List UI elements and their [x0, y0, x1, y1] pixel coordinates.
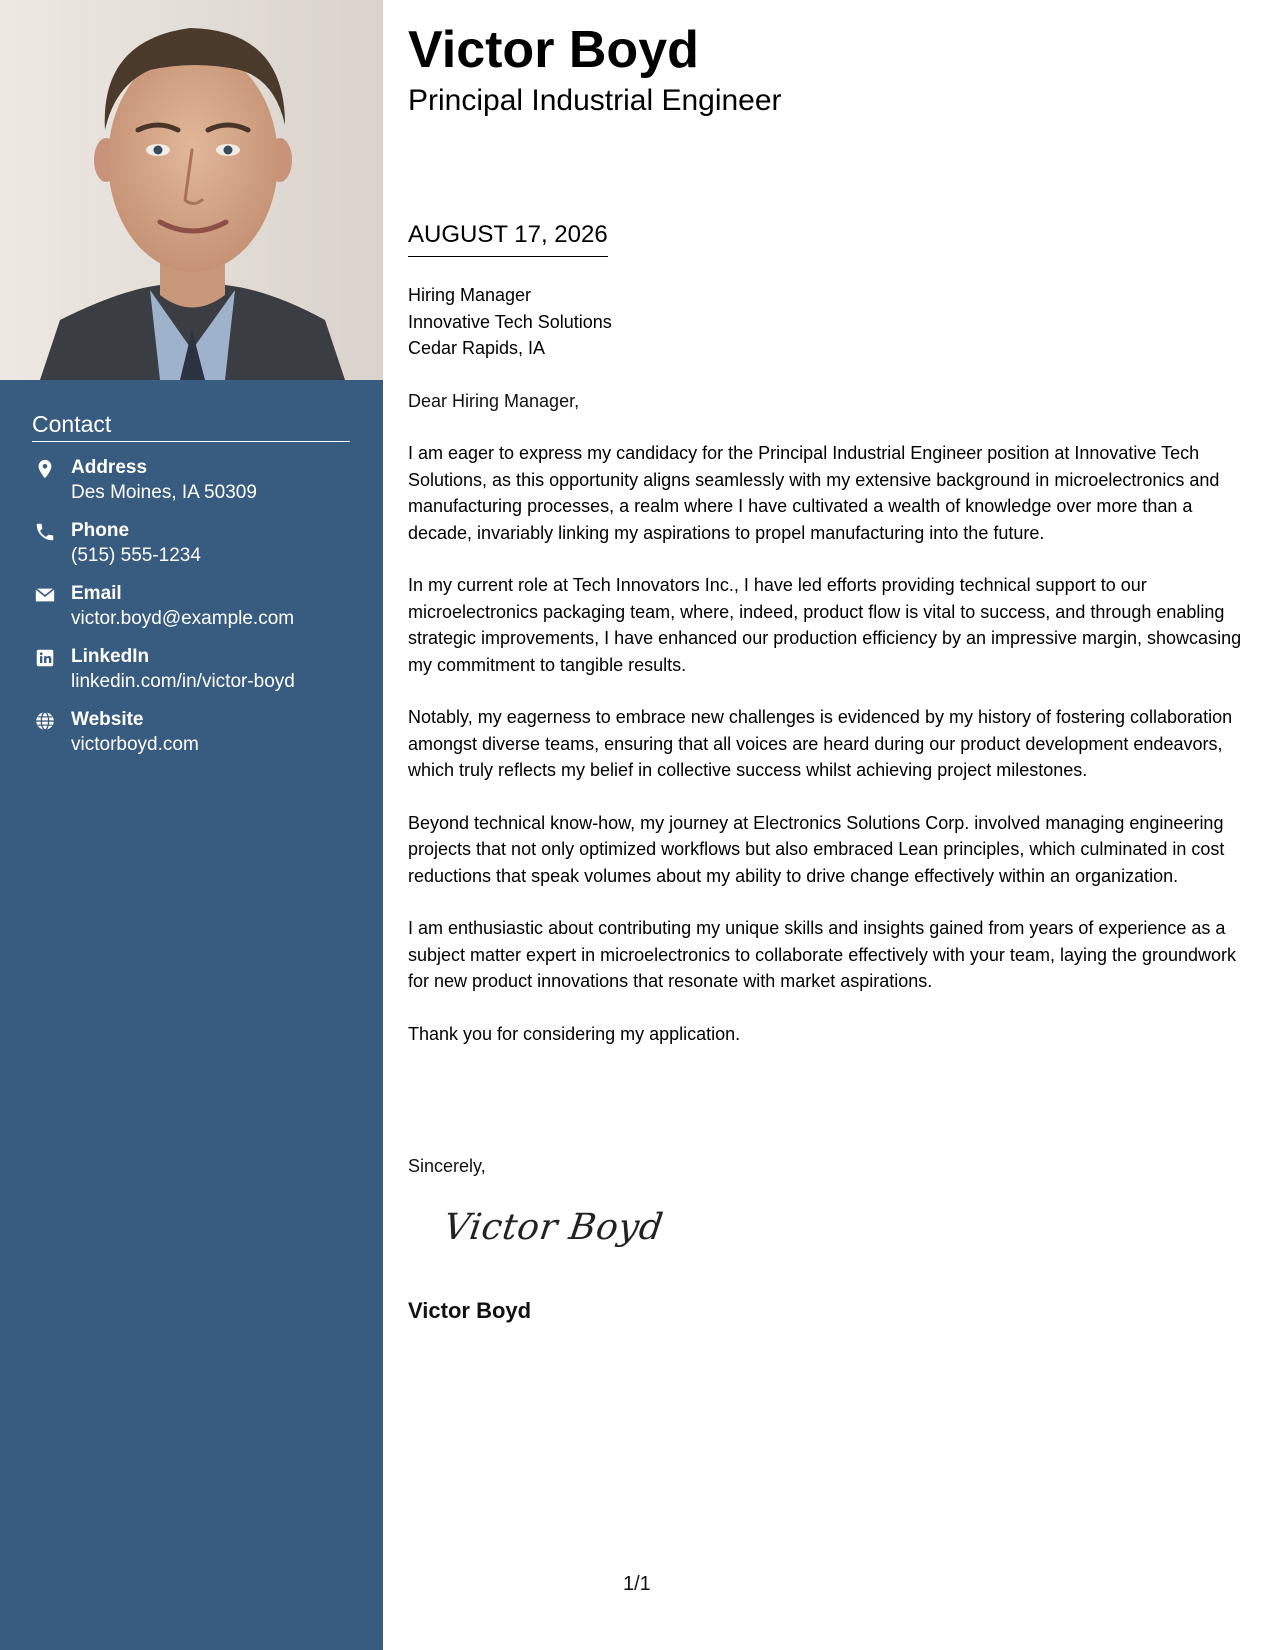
- sidebar: [0, 0, 383, 1650]
- phone-icon: [34, 521, 56, 543]
- envelope-icon: [34, 584, 56, 606]
- recipient-line: Cedar Rapids, IA: [408, 338, 546, 358]
- contact-label: Website: [71, 709, 144, 730]
- phone-value[interactable]: (515) 555-1234: [71, 545, 201, 566]
- closing: Sincerely,: [408, 1156, 486, 1176]
- paragraph: I am enthusiastic about contributing my unique skills and insights gained from years of experience as a subject matter expert in microelectronics to collaborate effectively with your team, laying the groundwork for new product innovations that resonate with market aspirations.: [408, 918, 1237, 991]
- salutation: Dear Hiring Manager,: [408, 391, 580, 411]
- recipient-line: Hiring Manager: [408, 285, 532, 305]
- contact-label: Email: [71, 583, 122, 604]
- contact-address: [32, 456, 362, 519]
- contact-label: LinkedIn: [71, 646, 150, 667]
- website-value[interactable]: victorboyd.com: [71, 734, 199, 755]
- map-pin-icon: [34, 458, 56, 480]
- applicant-title: Principal Industrial Engineer: [408, 84, 782, 117]
- signer-name: Victor Boyd: [408, 1298, 532, 1323]
- contact-label: Phone: [71, 520, 130, 541]
- signature: Victor Boyd: [441, 1207, 666, 1248]
- applicant-name: Victor Boyd: [408, 21, 699, 79]
- contact-email: [32, 582, 362, 645]
- paragraph: In my current role at Tech Innovators Inc., I have led efforts providing technical support to our microelectronics packaging team, where, indeed, product flow is vital to success, and through enabling strategic improvements, I have enhanced our production efficiency by an impressive margin, showcasing my commitment to tangible results.: [408, 575, 1242, 675]
- paragraph: I am eager to express my candidacy for the Principal Industrial Engineer position at Innovative Tech Solutions, as this opportunity aligns seamlessly with my extensive background in microelectronics and manufacturing processes, a realm where I have cultivated a wealth of knowledge over more than a decade, invariably linking my aspirations to propel manufacturing into the future.: [408, 443, 1220, 543]
- letter-date: AUGUST 17, 2026: [408, 222, 608, 257]
- contact-label: Address: [71, 457, 148, 478]
- letter-paragraphs: [408, 440, 1250, 1073]
- paragraph: Beyond technical know-how, my journey at Electronics Solutions Corp. involved managing engineering projects that not only optimized workflows but also embraced Lean principles, which culminated in cost reductions that speak volumes about my ability to drive change effectively within an organization.: [408, 812, 1225, 886]
- paragraph: Notably, my eagerness to embrace new challenges is evidenced by my history of fostering collaboration amongst diverse teams, ensuring that all voices are heard during our product development endeavors, which truly reflects my belief in collective success whilst achieving project milestones.: [408, 707, 1233, 780]
- paragraph: Thank you for considering my application.: [408, 1023, 741, 1044]
- recipient-block: [408, 282, 612, 362]
- page-number: 1/1: [623, 1573, 651, 1595]
- linkedin-value[interactable]: linkedin.com/in/victor-boyd: [71, 671, 295, 692]
- linkedin-icon: [34, 647, 56, 669]
- globe-icon: [34, 710, 56, 732]
- address-value: Des Moines, IA 50309: [71, 482, 257, 503]
- contact-list: [32, 456, 362, 771]
- contact-phone: [32, 519, 362, 582]
- recipient-line: Innovative Tech Solutions: [408, 311, 612, 332]
- contact-linkedin: [32, 645, 362, 708]
- profile-photo: [0, 0, 383, 380]
- contact-heading: Contact: [32, 412, 350, 442]
- contact-website: [32, 708, 362, 771]
- email-value[interactable]: victor.boyd@example.com: [71, 608, 295, 629]
